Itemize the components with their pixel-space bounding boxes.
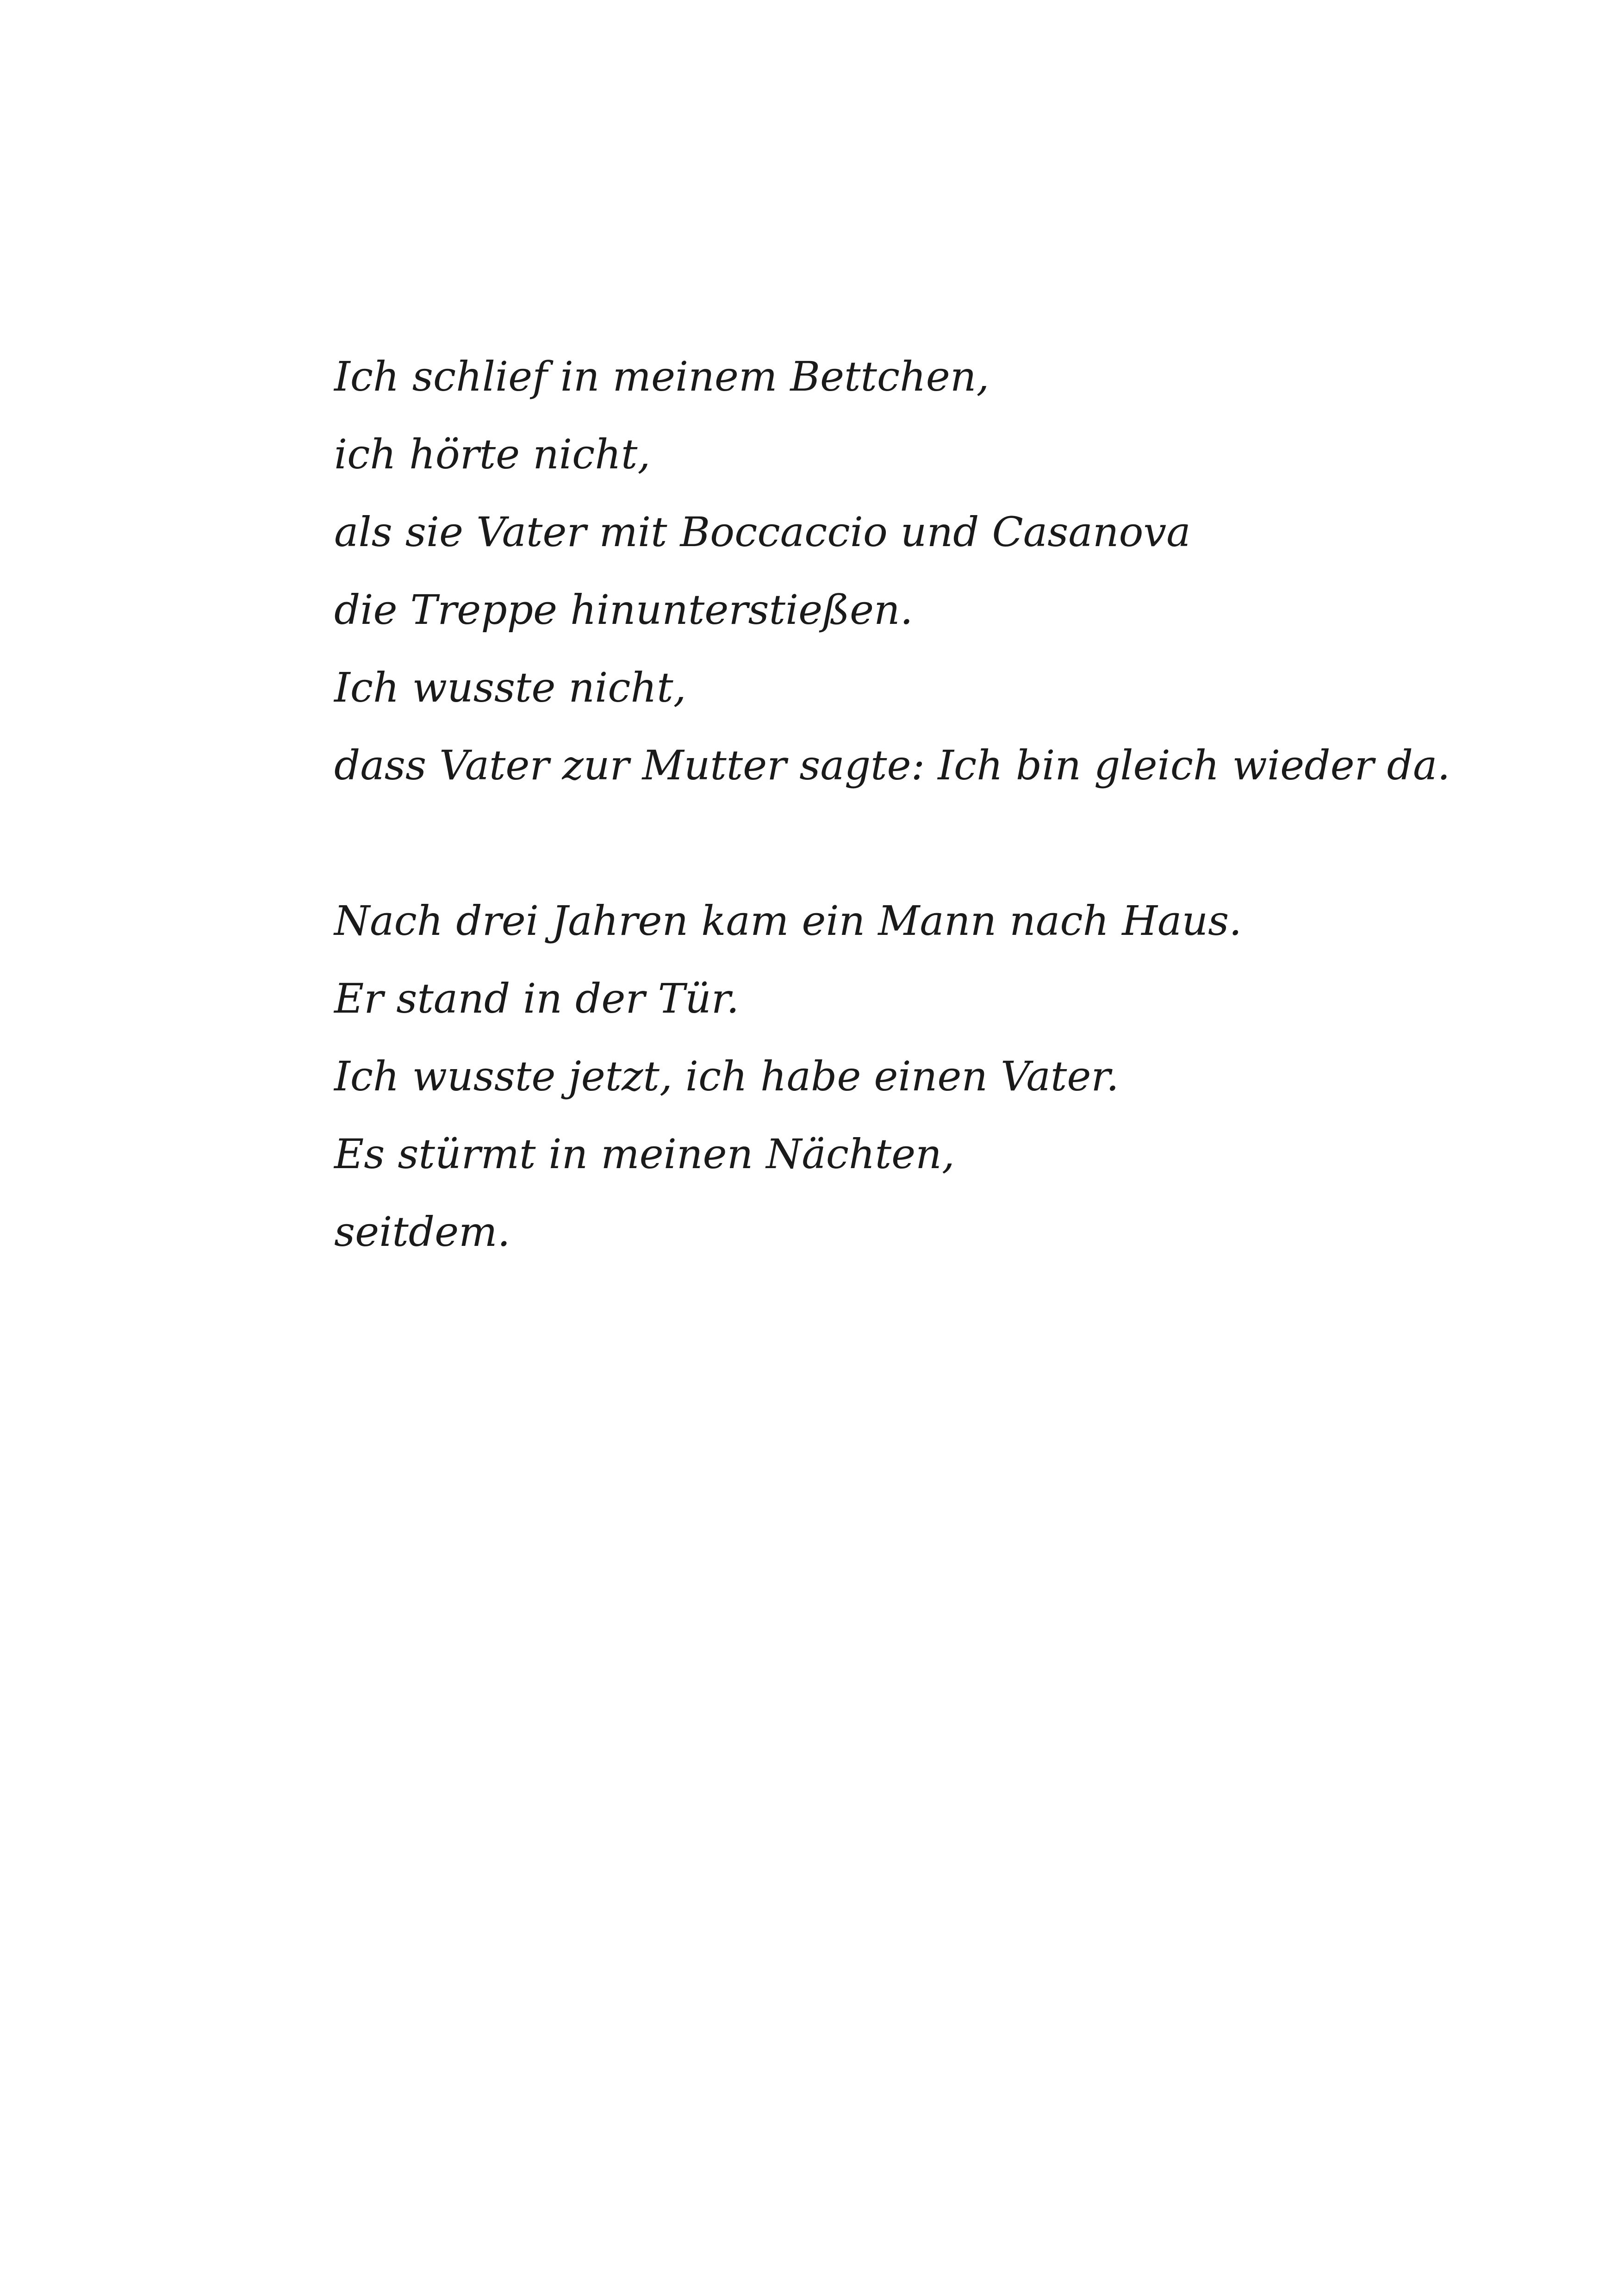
- poem-line: Er stand in der Tür.: [334, 975, 740, 1022]
- poem-line: Ich schlief in meinem Bettchen,: [334, 353, 989, 400]
- poem-line: die Treppe hinunterstießen.: [334, 586, 913, 634]
- stanza-2: [334, 882, 1445, 1271]
- poem-line: Es stürmt in meinen Nächten,: [334, 1130, 955, 1178]
- poem-line: seitdem.: [334, 1208, 510, 1256]
- stanza-1: [334, 338, 1450, 804]
- poem-line: Nach drei Jahren kam ein Mann nach Haus.: [334, 897, 1242, 945]
- poem-line: Ich wusste nicht,: [334, 664, 686, 711]
- poem-line: als sie Vater mit Boccaccio und Casanova: [334, 508, 1191, 556]
- poem-line: ich hörte nicht,: [334, 430, 651, 478]
- poem-line: dass Vater zur Mutter sagte: Ich bin gleich wieder da.: [334, 741, 1450, 789]
- poem: [334, 338, 1450, 1271]
- poem-line: Ich wusste jetzt, ich habe einen Vater.: [334, 1052, 1119, 1100]
